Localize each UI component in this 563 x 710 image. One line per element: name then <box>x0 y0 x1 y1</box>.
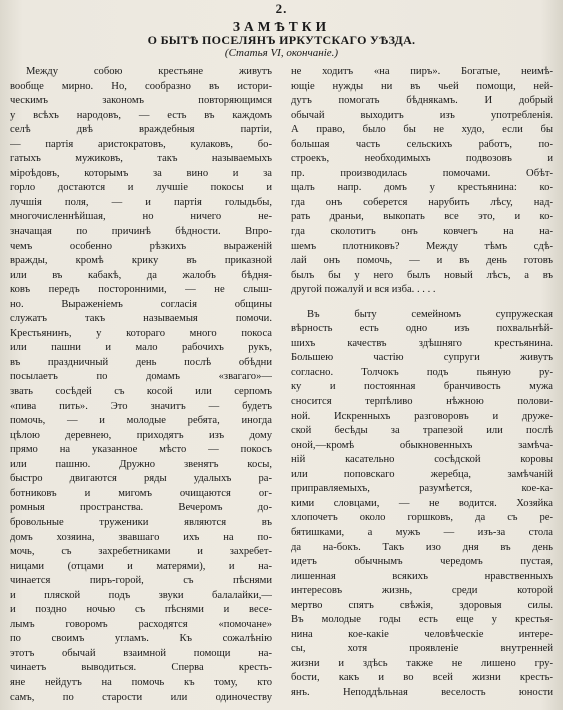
text-line: другой пожалуй и вся изба. . . . . <box>291 284 436 296</box>
text-line: не ходитъ «на пиръ». Богатые, неимѣ- <box>291 66 553 77</box>
text-line: гатыхъ мужиковъ, такъ называемыхъ <box>10 153 272 165</box>
article-part-note: (Статья VI, окончаніе.) <box>224 47 339 59</box>
text-line: шихъ качествъ здѣшняго крестьянина. <box>291 337 553 349</box>
text-line: чинается пиръ-горой, съ пѣснями <box>10 575 272 587</box>
text-line: гда сколотитъ онъ ковчегъ на на- <box>291 226 553 238</box>
text-line: вообще мирно. Но, сообразно въ истори- <box>10 80 272 92</box>
text-line: интересовъ жизнь, среди которой <box>291 585 553 597</box>
text-line: яне нейдутъ на помочь къ тому, кто <box>10 676 272 688</box>
text-line: значащая по причинѣ бѣдности. Впро- <box>10 226 272 238</box>
text-line: ницами (отцами и матерями), и на- <box>10 560 272 572</box>
text-line: жизни и здѣсь также не лишено гру- <box>291 657 553 669</box>
text-line: но. Выраженіемъ согласія общины <box>10 298 272 310</box>
text-line: большая часть сельскихъ работъ, по- <box>291 138 553 150</box>
text-line: или пашню. Дружно звенятъ косы, <box>10 458 272 470</box>
text-line: или въ кабакѣ, да жалобъ бѣдня- <box>10 269 272 281</box>
text-line: мертво спятъ свѣжія, здоровыя силы. <box>291 599 553 611</box>
text-line: горло достаются и лучшіе покосы и <box>10 182 272 194</box>
text-line: вражды, кромѣ крику въ приказной <box>10 255 272 267</box>
text-line: Въ быту семейномъ супружеская <box>307 308 553 320</box>
text-line: бровольные труженики являются въ <box>10 516 272 528</box>
text-line: дутъ помогать бѣднякамъ. И добрый <box>291 95 553 107</box>
text-line: идетъ обычнымъ чередомъ пустая, <box>291 556 553 568</box>
text-line: чинаетъ выводиться. Сперва кресть- <box>10 662 272 674</box>
text-line: ку и постоянная бранчивость мужа <box>291 381 553 393</box>
text-line: нина кое-какіе человѣческіе интере- <box>291 628 553 640</box>
text-line: Между собою крестьяне живутъ <box>26 66 272 77</box>
text-line: и пляской подъ звуки балалайки,— <box>10 589 272 601</box>
text-line: помочь, — и молодые ребята, иногда <box>10 415 272 427</box>
text-line: Большею частію супруги живутъ <box>291 352 553 364</box>
page-number: 2. <box>275 1 288 16</box>
text-line: былъ бы у него былъ новый лѣсъ, а въ <box>291 269 553 281</box>
text-line: лай онъ помочь, — и въ день готовъ <box>291 255 553 267</box>
article-title: ЗАМѢТКИ <box>232 19 331 34</box>
text-line: прямо на указанное мѣсто — покосъ <box>10 444 272 456</box>
text-line: сносится терпѣливо нѣжною полови- <box>291 396 553 408</box>
text-line: да на-бокъ. Такъ изо дня въ день <box>291 541 553 553</box>
text-line: приправляемыхъ, разумѣется, кое-ка- <box>291 483 553 495</box>
text-line: мочь, съ захребетниками и захребет- <box>10 546 272 558</box>
text-line: селѣ двѣ враждебныя партіи, <box>10 124 272 136</box>
text-line: щалъ напр. домъ у крестьянина: ко- <box>291 182 553 194</box>
text-line: бости, какъ и во всей жизни кресть- <box>291 672 553 684</box>
text-line: этотъ обычай взаимной помощи на- <box>10 647 272 659</box>
text-line: кими словцами, — не водится. Хозяйка <box>291 497 553 509</box>
text-line: обычай выходитъ изъ употребленія. <box>291 109 553 121</box>
text-line: домъ хозяина, звавшаго ихъ на по- <box>10 531 272 543</box>
left-column <box>6 65 272 705</box>
text-line: бятишками, а мужъ — изъ-за стола <box>291 526 553 538</box>
text-line: самъ, по старости или одиночеству <box>10 691 272 703</box>
text-line: лымъ говоромъ расходятся «помочане» <box>10 618 272 630</box>
article-subtitle: О БЫТѢ ПОСЕЛЯНЪ ИРКУТСКАГО УѢЗДА. <box>147 33 416 47</box>
text-columns <box>6 65 557 705</box>
text-line: сы, хотя проявленіе внутренней <box>291 643 553 655</box>
text-line: ной. Искренныхъ разговоровъ и друже- <box>291 410 553 422</box>
text-line: или пашни и мало рабочихъ рукъ, <box>10 342 272 354</box>
text-line: Крестьянинъ, у котораго много покоса <box>10 327 272 339</box>
text-line: А право, было бы не худо, если бы <box>291 124 553 136</box>
text-line: ній касательно сосѣдской коровы <box>291 454 553 466</box>
text-line: строекъ, необходимыхъ подвозовъ и <box>291 153 553 165</box>
text-line: міроѣдовъ, которымъ за вино и за <box>10 167 272 179</box>
text-line: согласно. Толчокъ подъ пьяную ру- <box>291 366 553 378</box>
text-line: хлопочетъ около горшковъ, да съ ре- <box>291 512 553 524</box>
text-line: цѣлою деревнею, приходятъ изъ дому <box>10 429 272 441</box>
text-line: Въ молодые годы есть еще у крестья- <box>291 614 553 626</box>
text-line: янъ. Неподдѣльная веселость юности <box>291 686 553 698</box>
text-line: ской бесѣды за трапезой или послѣ <box>291 425 553 437</box>
text-line: въ праздничный день послѣ обѣдни <box>10 356 272 368</box>
paragraph-gap <box>291 298 553 308</box>
text-line: многочисленнѣйшая, но ничего не- <box>10 211 272 223</box>
text-line: ческимъ закономъ повторяющимся <box>10 95 272 107</box>
text-line: лучшія поля, — и партія голыдьбы, <box>10 196 272 208</box>
text-line: пр. производилась помочами. Обѣт- <box>291 167 553 179</box>
text-line: «пива пить». Это значитъ — будетъ <box>10 400 272 412</box>
text-line: у всѣхъ народовъ, — есть въ каждомъ <box>10 109 272 121</box>
text-line: по своимъ угламъ. Къ сожалѣнію <box>10 633 272 645</box>
text-line: рать драньи, выкопать все это, и ко- <box>291 211 553 223</box>
text-line: оной,—кромѣ обыкновенныхъ замѣча- <box>291 439 553 451</box>
text-line: ромныя пространства. Вечеромъ до- <box>10 502 272 514</box>
text-line: — партія аристократовъ, кулаковъ, бо- <box>10 138 272 150</box>
text-line: посылаетъ по домамъ «звагаго»— <box>10 371 272 383</box>
text-line: быстро двигаются ряды удалыхъ ра- <box>10 473 272 485</box>
right-column <box>291 65 557 705</box>
text-line: ковъ передъ посторонними, — не слыш- <box>10 284 272 296</box>
text-line: и поздно ночью съ пѣснями и весе- <box>10 604 272 616</box>
text-line: служатъ такъ называемыя помочи. <box>10 313 272 325</box>
text-line: звать сосѣдей съ косой или серпомъ <box>10 386 272 398</box>
text-line: лишенная всякихъ нравственныхъ <box>291 570 553 582</box>
text-line: ботниковъ и мигомъ очищаются ог- <box>10 487 272 499</box>
text-line: гда онъ соберется нарубить лѣсу, над- <box>291 196 553 208</box>
text-line: ющіе нужды ни въ чьей помощи, ней- <box>291 80 553 92</box>
text-line: вѣрность есть одно изъ похвальнѣй- <box>291 323 553 335</box>
text-line: чемъ особенно рѣзкихъ выраженій <box>10 240 272 252</box>
text-line: шемъ плотниковъ? Между тѣмъ сдѣ- <box>291 240 553 252</box>
text-line: или поповскаго жеребца, замѣчаній <box>291 468 553 480</box>
